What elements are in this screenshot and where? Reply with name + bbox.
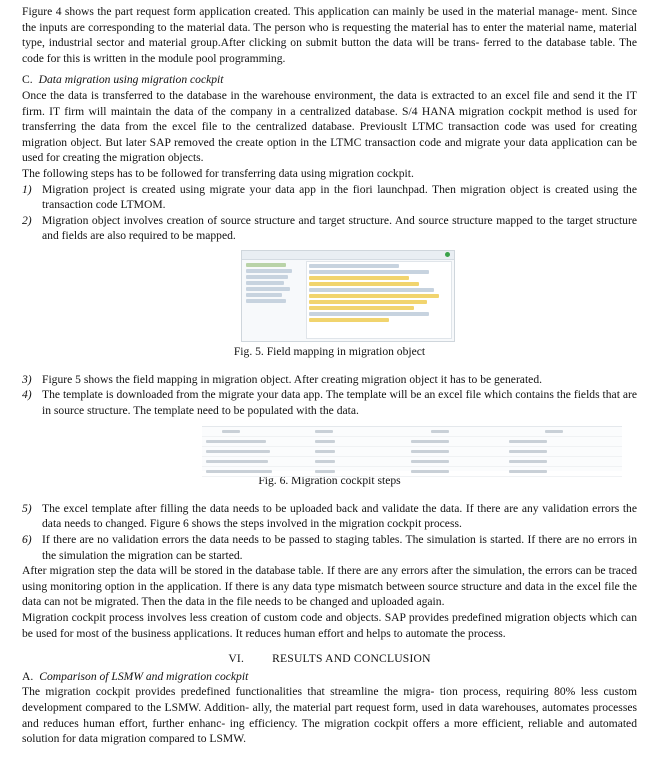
list-item — [22, 182, 637, 213]
section-c-title: Data migration using migration cockpit — [38, 73, 224, 87]
figure-5-image — [241, 250, 455, 342]
status-dot-icon — [445, 252, 450, 257]
list-marker: 1) — [22, 182, 32, 196]
list-marker: 4) — [22, 388, 32, 402]
section-vi-title: RESULTS AND CONCLUSION — [272, 652, 431, 666]
section-a-paragraph: The migration cockpit provides predefined functionalities that streamline the migra- tion process, requiring 80% less custom development compared to the LSMW. Addition- ally, the material part request form, used in data warehouses, automates processes and reduces human effort, further enhanc- ing efficiency. The migration cockpit offers a more efficient, reliable and automated solution for data migration compared to LSMW. — [22, 685, 637, 746]
list-item — [22, 372, 637, 388]
figure-5-target-tree — [306, 261, 452, 339]
steps-list-c — [22, 501, 637, 563]
list-text: The excel template after filling the data needs to be uploaded back and validate the data. If there are any validation errors the data needs to changed. Figure 6 shows the steps involved in the migration cockpit process. — [42, 501, 637, 531]
list-item — [22, 501, 637, 532]
steps-intro: The following steps has to be followed for transferring data using migration cockpit. — [22, 166, 414, 180]
list-item — [22, 532, 637, 563]
section-c-paragraph-2: After migration step the data will be stored in the database table. If there are any errors after the simulation, the errors can be traced using monitoring option in the application. If there is any data type mismatch between source structure and data in the excel file the data can not be migrated. Then the data in the file needs to be changed and uploaded again. — [22, 564, 637, 609]
list-text: If there are no validation errors the data needs to be passed to staging tables. The simulation is started. If there are no errors in the simulation the migration can be started. — [42, 533, 637, 562]
section-vi-heading — [22, 651, 637, 667]
figure-5-source-tree — [244, 261, 302, 339]
list-text: Figure 5 shows the field mapping in migration object. After creating migration object it has to be generated. — [42, 372, 543, 386]
list-marker: 5) — [22, 501, 32, 515]
list-marker: 2) — [22, 213, 32, 227]
steps-list-b — [22, 372, 637, 419]
list-text: Migration project is created using migrate your data app in the fiori launchpad. Then migration object is created using the transaction code LTMOM. — [42, 182, 637, 212]
list-marker: 6) — [22, 533, 32, 547]
figure-6-image — [202, 426, 622, 471]
list-marker: 3) — [22, 372, 32, 386]
figure-5-toolbar — [242, 251, 454, 260]
figure-6-caption: Fig. 6. Migration cockpit steps — [258, 474, 401, 488]
list-text: The template is downloaded from the migrate your data app. The template will be an excel file which contains the fields that are in source structure. The template need to be populated with the data. — [42, 388, 637, 417]
steps-list-a — [22, 182, 637, 244]
section-c-heading — [22, 72, 637, 88]
list-item — [22, 213, 637, 244]
section-a-title: Comparison of LSMW and migration cockpit — [39, 669, 249, 683]
section-c-paragraph-1: Once the data is transferred to the database in the warehouse environment, the data is extracted to an excel file and send it the IT firm. IT firm will maintain the data of the company in a centralized database. S/4 HANA migration cockpit method is used for transferring the data from the excel file to the centralized database. Previouslt LTMC transaction code was used for creating migration object. But later SAP removed the create option in the LTMC transaction code and migrate your data application can be used for creating the migration objects. — [22, 88, 637, 165]
section-a-number: A. — [22, 669, 34, 683]
list-item — [22, 387, 637, 418]
figure-5-caption: Fig. 5. Field mapping in migration object — [233, 344, 426, 358]
section-vi-number: VI. — [228, 652, 245, 666]
intro-paragraph: Figure 4 shows the part request form application created. This application can mainly be used in the material manage- ment. Since the inputs are corresponding to the material data. The person who is requesting the material has to enter the material name, material type, industrial sector and material group.After clicking on submit button the data will be trans- ferred to the database table. The code for this is written in the module pool programming. — [22, 5, 637, 65]
section-c-paragraph-3: Migration cockpit process involves less creation of custom code and objects. SAP provides predefined migration objects which can be used for most of the business applications. It reduces human effort and helps to automate the process. — [22, 611, 637, 640]
section-a-heading — [22, 669, 637, 685]
section-c-number: C. — [22, 73, 33, 87]
list-text: Migration object involves creation of source structure and target structure. And source structure mapped to the target structure and fields are also required to be mapped. — [42, 213, 637, 243]
